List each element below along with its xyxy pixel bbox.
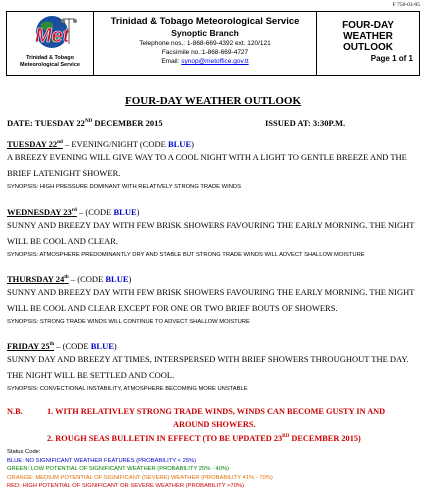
date-suffix: DECEMBER 2015 xyxy=(92,118,163,128)
issued-time: ISSUED AT: 3:30P.M. xyxy=(265,118,346,128)
email-link[interactable]: synop@metoffice.gov.tt xyxy=(181,58,249,65)
issue-date xyxy=(7,118,163,128)
note-item-1-cont: AROUND SHOWERS. xyxy=(173,420,256,429)
day-section-wednesday xyxy=(7,207,421,258)
day-synopsis: SYNOPSIS: STRONG TRADE WINDS WILL CONTINUE TO ADVECT SHALLOW MOISTURE xyxy=(7,319,250,325)
logo-caption-line2: Meteorological Service xyxy=(20,61,80,68)
status-green: GREEN: LOW POTENTIAL OF SIGNIFICANT WEATHER (PROBABILITY 25% - 40%) xyxy=(7,466,230,472)
status-red: RED: HIGH POTENTIAL OF SIGNIFICANT OR SEVERE WEATHER (PROBABILITY >70%) xyxy=(7,483,245,489)
day-period: – (CODE xyxy=(76,207,114,217)
note-item-2: 2. ROUGH SEAS BULLETIN IN EFFECT (TO BE UPDATED 23RD DECEMBER 2015) xyxy=(47,434,361,443)
date-sup: ND xyxy=(84,118,93,125)
day-label: THURSDAY 24th xyxy=(7,274,69,284)
status-blue: BLUE: NO SIGNIFICANT WEATHER FEATURES (PROBABILITY < 25%) xyxy=(7,457,197,464)
org-name: Trinidad & Tobago Meteorological Service xyxy=(110,16,300,27)
day-section-tuesday xyxy=(7,139,421,190)
day-period: – (CODE xyxy=(54,341,91,351)
email-label: Email: xyxy=(161,58,182,65)
day-synopsis: SYNOPSIS: CONVECTIONAL INSTABILITY, ATMOSPHERE BECOMING MORE UNSTABLE xyxy=(7,386,248,392)
letterhead xyxy=(6,11,420,76)
logo-cell xyxy=(7,12,94,75)
day-forecast: SUNNY AND BREEZY DAY WITH FEW BRISK SHOWERS FAVOURING THE EARLY MORNING. THE NIGHT WILL BE COOL AND CLEAR EXCEPT FOR ONE OR TWO BRIEF BOUTS OF SHOWERS. xyxy=(7,287,415,313)
day-heading: WEDNESDAY 23rd – (CODE BLUE) xyxy=(7,207,140,217)
logo-caption-line1: Trinidad & Tobago xyxy=(26,55,74,61)
day-label: WEDNESDAY 23rd xyxy=(7,207,77,217)
status-orange: ORANGE: MEDIUM POTENTIAL OF SIGNIFICANT (SEVERE) WEATHER (PROBABILITY 41% - 70%) xyxy=(7,474,273,481)
day-section-thursday xyxy=(7,274,421,325)
day-label: FRIDAY 25th xyxy=(7,341,55,351)
day-period: – EVENING/NIGHT (CODE xyxy=(62,139,168,149)
status-code: BLUE xyxy=(105,274,129,284)
org-branch: Synoptic Branch xyxy=(171,28,239,38)
document-title: FOUR-DAY WEATHER OUTLOOK xyxy=(342,20,394,53)
note-item-1: 1. WITH RELATIVLEY STRONG TRADE WINDS, WINDS CAN BECOME GUSTY IN AND xyxy=(47,407,386,416)
day-label: TUESDAY 22nd xyxy=(7,139,63,149)
day-heading: THURSDAY 24th – (CODE BLUE) xyxy=(7,274,132,284)
page-number: Page 1 of 1 xyxy=(370,54,413,63)
document-title-cell xyxy=(317,12,419,75)
day-forecast: SUNNY DAY AND BREEZY AT TIMES, INTERSPERSED WITH BRIEF SHOWERS THROUGHOUT THE DAY. THE NIGHT WILL BE SETTLED AND COOL. xyxy=(7,354,409,380)
day-heading: FRIDAY 25th – (CODE BLUE) xyxy=(7,341,117,351)
status-code-legend xyxy=(7,448,273,491)
logo-caption xyxy=(7,55,93,68)
main-title: FOUR-DAY WEATHER OUTLOOK xyxy=(124,95,302,107)
status-code: BLUE xyxy=(90,341,114,351)
form-number: F 750-03-05 xyxy=(392,2,420,8)
date-prefix: DATE: TUESDAY 22 xyxy=(7,118,85,128)
day-synopsis: SYNOPSIS: HIGH PRESSURE DOMINANT WITH RELATIVELY STRONG TRADE WINDS xyxy=(7,184,241,190)
organization-info xyxy=(94,12,317,75)
day-forecast: SUNNY AND BREEZY DAY WITH FEW BRISK SHOWERS FAVOURING THE EARLY MORNING. THE NIGHT WILL BE COOL AND CLEAR. xyxy=(7,220,415,246)
facsimile-line: Facsimile no.:1-868-669-4727 xyxy=(161,49,249,56)
day-synopsis: SYNOPSIS: ATMOSPHERE PREDOMINANTLY DRY AND STABLE BUT STRONG TRADE WINDS WILL ADVECT SHALLOW MOISTURE xyxy=(7,252,365,258)
status-heading: Status Code: xyxy=(7,449,41,455)
notes-label: N.B. xyxy=(7,407,23,416)
day-period: – (CODE xyxy=(68,274,106,284)
day-section-friday xyxy=(7,341,421,392)
day-heading: TUESDAY 22nd – EVENING/NIGHT (CODE BLUE) xyxy=(7,139,194,149)
telephone-line: Telephone nos.: 1-868-669-4392 ext. 120/121 xyxy=(139,40,271,47)
status-code: BLUE xyxy=(113,207,137,217)
day-forecast: A BREEZY EVENING WILL GIVE WAY TO A COOL NIGHT WITH A LIGHT TO GENTLE BREEZE AND THE BRIEF LATENIGHT SHOWER. xyxy=(7,152,407,178)
status-code: BLUE xyxy=(167,139,192,149)
email-line xyxy=(94,58,316,65)
met-service-logo xyxy=(7,12,93,56)
svg-text:Met: Met xyxy=(35,25,70,47)
